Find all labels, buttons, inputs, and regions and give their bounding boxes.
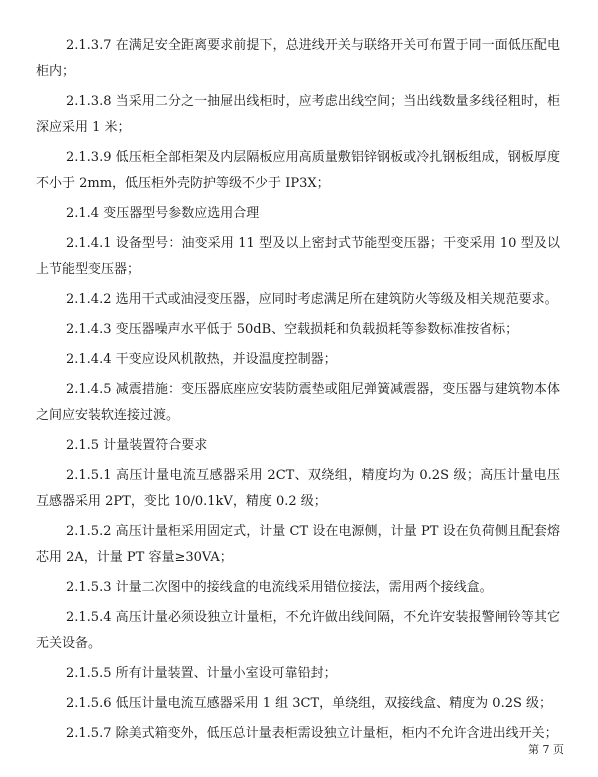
clause-2-1-4-5: 2.1.4.5 减震措施：变压器底座应安装防震垫或阻尼弹簧减震器，变压器与建筑物本体之间应安装软连接过渡。 [36,382,560,423]
clause-2-1-5-5: 2.1.5.5 所有计量装置、计量小室设可靠铅封； [66,666,337,681]
clause-2-1-3-9: 2.1.3.9 低压柜全部柜架及内层隔板应用高质量敷铝锌钢板或冷扎钢板组成，钢板厚度不小于 2mm，低压柜外壳防护等级不少于 IP3X； [36,150,560,191]
page-number: 第 7 页 [528,743,564,756]
clause-2-1-3-8: 2.1.3.8 当采用二分之一抽屉出线柜时，应考虑出线空间；当出线数量多线径粗时，柜深应采用 1 米； [36,94,560,135]
section-heading-2-1-4: 2.1.4 变压器型号参数应选用合理 [66,206,260,221]
clause-2-1-4-3: 2.1.4.3 变压器噪声水平低于 50dB、空载损耗和负载损耗等参数标准按省标； [66,322,519,337]
clause-2-1-5-4: 2.1.5.4 高压计量必须设独立计量柜，不允许做出线间隔，不允许安装报警闸铃等其它无关设备。 [36,610,560,651]
section-heading-2-1-5: 2.1.5 计量装置符合要求 [66,438,208,453]
document-body [36,33,560,751]
clause-2-1-4-4: 2.1.4.4 干变应设风机散热，并设温度控制器； [66,352,337,367]
clause-2-1-5-3: 2.1.5.3 计量二次图中的接线盒的电流线采用错位接法，需用两个接线盒。 [66,580,493,595]
clause-2-1-4-1: 2.1.4.1 设备型号：油变采用 11 型及以上密封式节能型变压器；干变采用 10 型及以上节能型变压器； [36,236,560,277]
clause-2-1-5-1: 2.1.5.1 高压计量电流互感器采用 2CT、双绕组，精度均为 0.2S 级；高压计量电压互感器采用 2PT，变比 10/0.1kV，精度 0.2 级； [36,468,560,509]
clause-2-1-5-2: 2.1.5.2 高压计量柜采用固定式，计量 CT 设在电源侧，计量 PT 设在负荷侧且配套熔芯用 2A，计量 PT 容量≥30VA； [36,524,560,565]
clause-2-1-5-7: 2.1.5.7 除美式箱变外，低压总计量表柜需设独立计量柜，柜内不允许含进出线开关； [66,726,558,741]
clause-2-1-5-6: 2.1.5.6 低压计量电流互感器采用 1 组 3CT，单绕组，双接线盒、精度为 0.2S 级； [66,696,553,711]
clause-2-1-4-2: 2.1.4.2 选用干式或油浸变压器，应同时考虑满足所在建筑防火等级及相关规范要求。 [66,292,558,307]
clause-2-1-3-7: 2.1.3.7 在满足安全距离要求前提下，总进线开关与联络开关可布置于同一面低压配电柜内； [36,38,560,79]
